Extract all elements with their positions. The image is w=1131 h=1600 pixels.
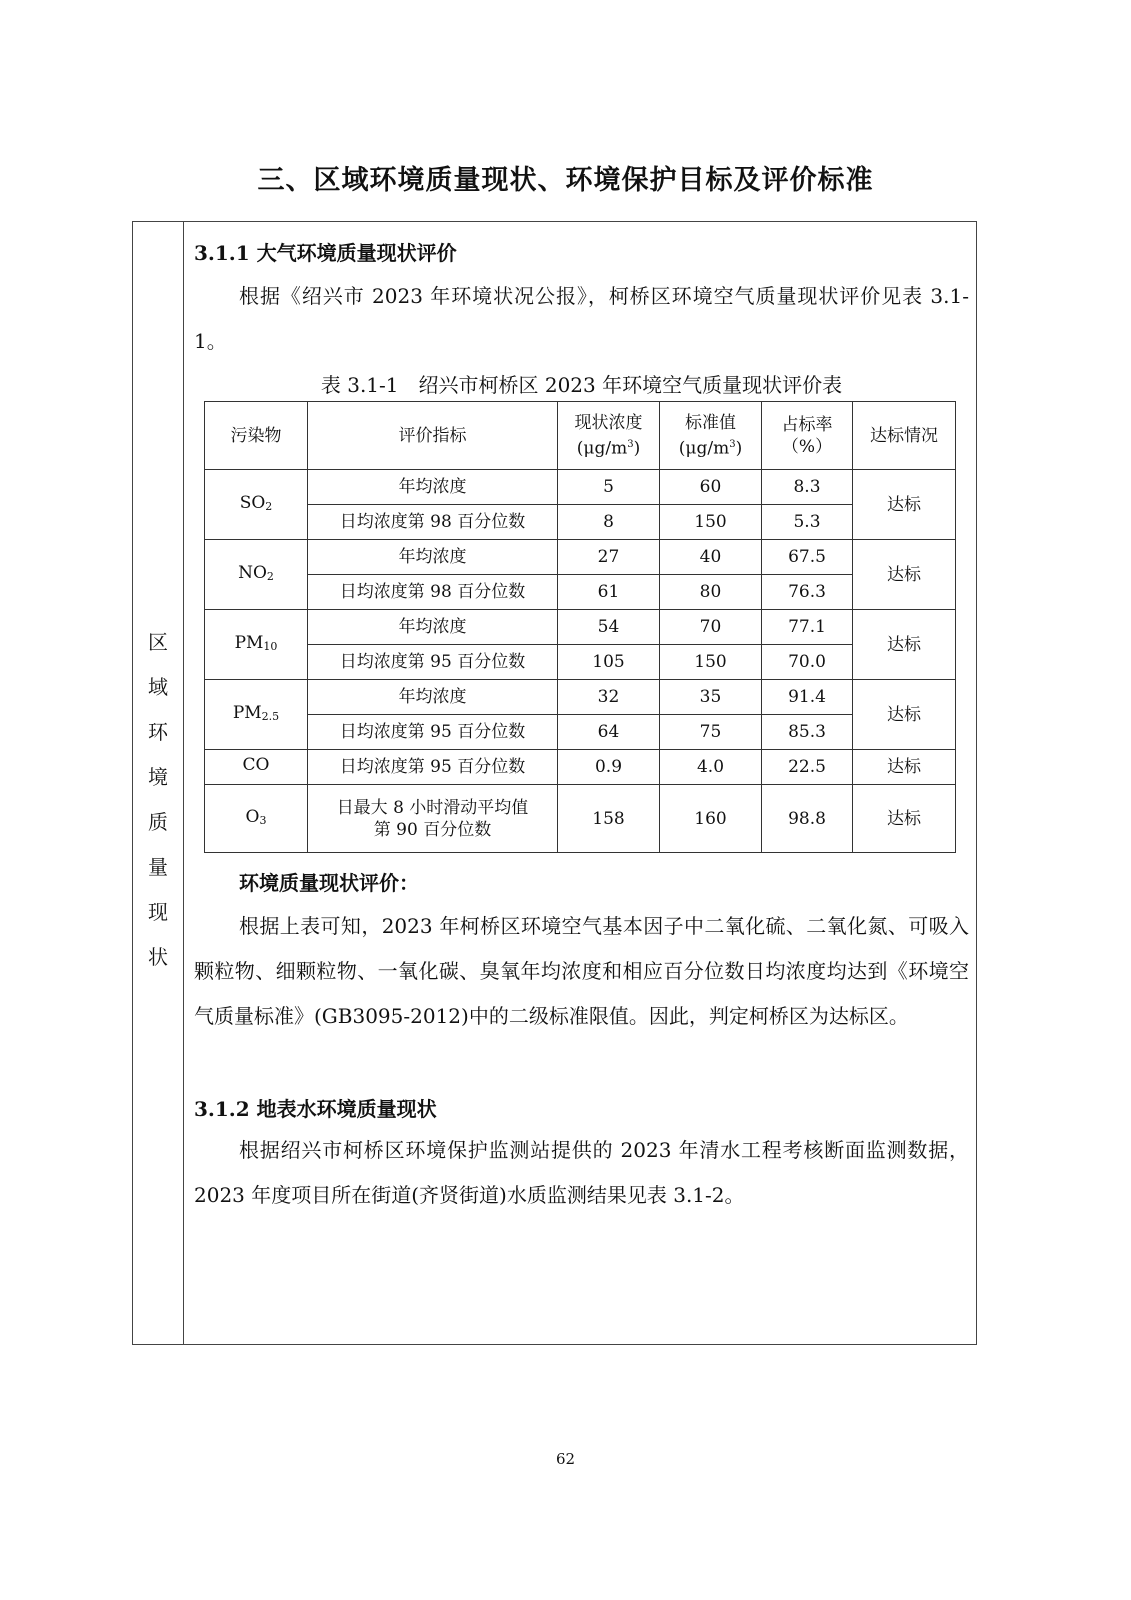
status-cell: 达标 [853, 540, 956, 610]
pollutant-cell: $NO_2$ [205, 540, 308, 610]
ratio-cell: 76.3 [762, 575, 853, 610]
header-pollutant: 污染物 [205, 402, 308, 470]
table-row [205, 540, 956, 575]
standard-cell: 150 [660, 505, 762, 540]
table-caption: 表 3.1-1 绍兴市柯桥区 2023 年环境空气质量现状评价表 [320, 373, 843, 397]
concentration-cell: 64 [558, 715, 660, 750]
indicator-cell: 年均浓度 [308, 540, 558, 575]
header-status: 达标情况 [853, 402, 956, 470]
standard-cell: 80 [660, 575, 762, 610]
indicator-cell: 日最大 8 小时滑动平均值 第 90 百分位数 [308, 785, 558, 853]
ratio-cell: 77.1 [762, 610, 853, 645]
header-concentration: 现状浓度 $(\mu g/m^3)$ [558, 402, 660, 470]
side-label-char: 状 [148, 945, 168, 969]
concentration-cell: 54 [558, 610, 660, 645]
concentration-cell: 8 [558, 505, 660, 540]
indicator-cell: 日均浓度第 95 百分位数 [308, 715, 558, 750]
table-row [205, 610, 956, 645]
standard-cell: 35 [660, 680, 762, 715]
ratio-cell: 70.0 [762, 645, 853, 680]
standard-cell: 4.0 [660, 750, 762, 785]
ratio-cell: 5.3 [762, 505, 853, 540]
indicator-cell: 日均浓度第 98 百分位数 [308, 575, 558, 610]
pollutant-cell: $PM_{10}$ [205, 610, 308, 680]
pollutant-cell: $PM_{2.5}$ [205, 680, 308, 750]
indicator-cell: 日均浓度第 98 百分位数 [308, 505, 558, 540]
evaluation-paragraph: 根据上表可知，2023 年柯桥区环境空气基本因子中二氧化硫、二氧化氮、可吸入颗粒物、细颗粒物、一氧化碳、臭氧年均浓度和相应百分位数日均浓度均达到《环境空气质量标准》(GB3095-2012)中的二级标准限值。因此，判定柯桥区为达标区。 [194, 914, 969, 1028]
status-cell: 达标 [853, 785, 956, 853]
table-row [205, 785, 956, 853]
table-row [205, 645, 956, 680]
table-row [205, 575, 956, 610]
air-quality-table [204, 401, 956, 853]
indicator-cell: 年均浓度 [308, 470, 558, 505]
ratio-cell: 67.5 [762, 540, 853, 575]
intro-paragraph: 根据《绍兴市 2023 年环境状况公报》，柯桥区环境空气质量现状评价见表 3.1-1。 [194, 284, 969, 353]
surface-water-paragraph: 根据绍兴市柯桥区环境保护监测站提供的 2023 年清水工程考核断面监测数据，2023 年度项目所在街道(齐贤街道)水质监测结果见表 3.1-2。 [194, 1138, 969, 1207]
concentration-cell: 32 [558, 680, 660, 715]
side-label-char: 境 [148, 765, 168, 789]
side-column [133, 222, 184, 1344]
evaluation-heading: 环境质量现状评价： [239, 871, 419, 895]
standard-cell: 160 [660, 785, 762, 853]
side-label [133, 620, 183, 980]
side-label-char: 域 [148, 675, 168, 699]
side-label-char: 量 [148, 855, 168, 879]
indicator-cell: 年均浓度 [308, 610, 558, 645]
table-header-row [205, 402, 956, 470]
standard-cell: 60 [660, 470, 762, 505]
indicator-cell: 日均浓度第 95 百分位数 [308, 750, 558, 785]
indicator-cell: 日均浓度第 95 百分位数 [308, 645, 558, 680]
concentration-cell: 158 [558, 785, 660, 853]
standard-cell: 75 [660, 715, 762, 750]
heading-3-1-2: 3.1.2 地表水环境质量现状 [194, 1097, 437, 1121]
ratio-cell: 91.4 [762, 680, 853, 715]
table-row [205, 715, 956, 750]
ratio-cell: 85.3 [762, 715, 853, 750]
content-frame [132, 221, 977, 1345]
status-cell: 达标 [853, 470, 956, 540]
header-ratio: 占标率 （%） [762, 402, 853, 470]
header-standard: 标准值 $(\mu g/m^3)$ [660, 402, 762, 470]
table-row [205, 680, 956, 715]
header-indicator: 评价指标 [308, 402, 558, 470]
concentration-cell: 61 [558, 575, 660, 610]
pollutant-cell: $O_3$ [205, 785, 308, 853]
standard-cell: 70 [660, 610, 762, 645]
concentration-cell: 0.9 [558, 750, 660, 785]
standard-cell: 150 [660, 645, 762, 680]
ratio-cell: 8.3 [762, 470, 853, 505]
concentration-cell: 105 [558, 645, 660, 680]
status-cell: 达标 [853, 680, 956, 750]
indicator-cell: 年均浓度 [308, 680, 558, 715]
pollutant-cell: CO [205, 750, 308, 785]
side-label-char: 现 [148, 900, 168, 924]
status-cell: 达标 [853, 610, 956, 680]
concentration-cell: 5 [558, 470, 660, 505]
concentration-cell: 27 [558, 540, 660, 575]
page-number: 62 [555, 1450, 576, 1468]
side-label-char: 质 [148, 810, 168, 834]
table-row [205, 505, 956, 540]
section-title: 三、区域环境质量现状、环境保护目标及评价标准 [257, 165, 874, 196]
side-label-char: 环 [148, 720, 168, 744]
standard-cell: 40 [660, 540, 762, 575]
ratio-cell: 98.8 [762, 785, 853, 853]
status-cell: 达标 [853, 750, 956, 785]
heading-3-1-1: 3.1.1 大气环境质量现状评价 [194, 241, 457, 265]
table-row [205, 750, 956, 785]
side-label-char: 区 [148, 630, 168, 654]
table-row [205, 470, 956, 505]
ratio-cell: 22.5 [762, 750, 853, 785]
pollutant-cell: $SO_2$ [205, 470, 308, 540]
